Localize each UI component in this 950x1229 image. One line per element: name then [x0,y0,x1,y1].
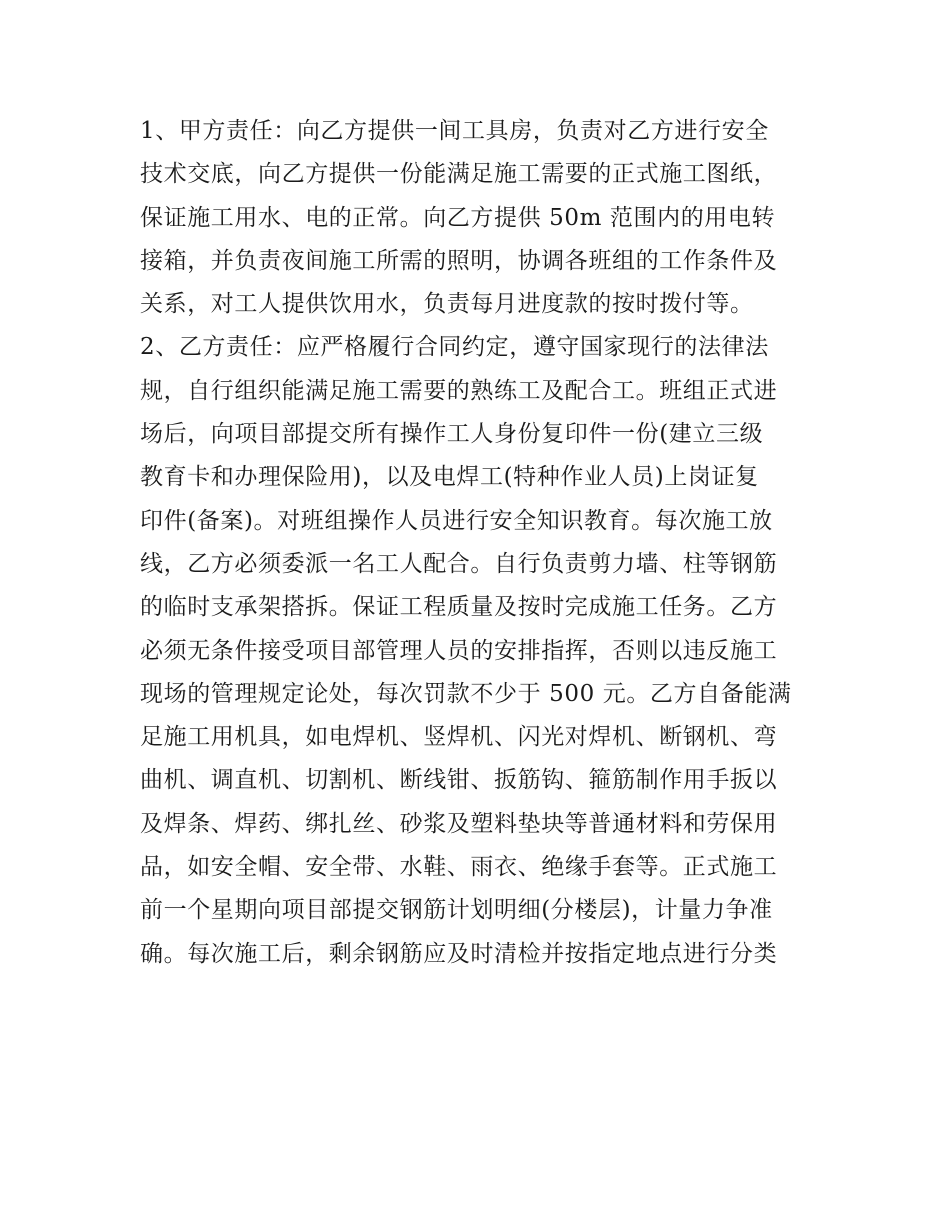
text-line: 的临时支承架搭拆。保证工程质量及按时完成施工任务。乙方 [140,594,778,621]
text-line: 品，如安全帽、安全带、水鞋、雨衣、绝缘手套等。正式施工 [140,854,778,881]
contract-clauses [140,110,820,976]
text-line: 保证施工用水、电的正常。向乙方提供 50m 范围内的用电转 [140,204,776,231]
text-line: 规，自行组织能满足施工需要的熟练工及配合工。班组正式进 [140,377,778,404]
text-line: 印件(备案)。对班组操作人员进行安全知识教育。每次施工放 [140,507,773,534]
text-line: 场后，向项目部提交所有操作工人身份复印件一份(建立三级 [140,421,764,448]
text-line: 线，乙方必须委派一名工人配合。自行负责剪力墙、柱等钢筋 [140,550,778,577]
text-line: 关系，对工人提供饮用水，负责每月进度款的按时拨付等。 [140,291,754,318]
text-line: 曲机、调直机、切割机、断线钳、扳筋钩、箍筋制作用手扳以 [140,767,778,794]
text-line: 确。每次施工后，剩余钢筋应及时清检并按指定地点进行分类 [140,940,778,967]
text-line: 教育卡和办理保险用)，以及电焊工(特种作业人员)上岗证复 [140,464,759,491]
text-line: 1、甲方责任：向乙方提供一间工具房，负责对乙方进行安全 [140,118,769,144]
text-line: 2、乙方责任：应严格履行合同约定，遵守国家现行的法律法 [140,334,769,361]
text-line: 前一个星期向项目部提交钢筋计划明细(分楼层)，计量力争准 [140,897,773,924]
text-line: 技术交底，向乙方提供一份能满足施工需要的正式施工图纸， [140,161,778,188]
text-line: 足施工用机具，如电焊机、竖焊机、闪光对焊机、断钢机、弯 [140,724,778,751]
text-line: 及焊条、焊药、绑扎丝、砂浆及塑料垫块等普通材料和劳保用 [140,810,778,837]
text-line: 现场的管理规定论处，每次罚款不少于 500 元。乙方自备能满 [140,680,792,707]
text-line: 接箱，并负责夜间施工所需的照明，协调各班组的工作条件及 [140,247,778,274]
text-line: 必须无条件接受项目部管理人员的安排指挥，否则以违反施工 [140,637,778,664]
